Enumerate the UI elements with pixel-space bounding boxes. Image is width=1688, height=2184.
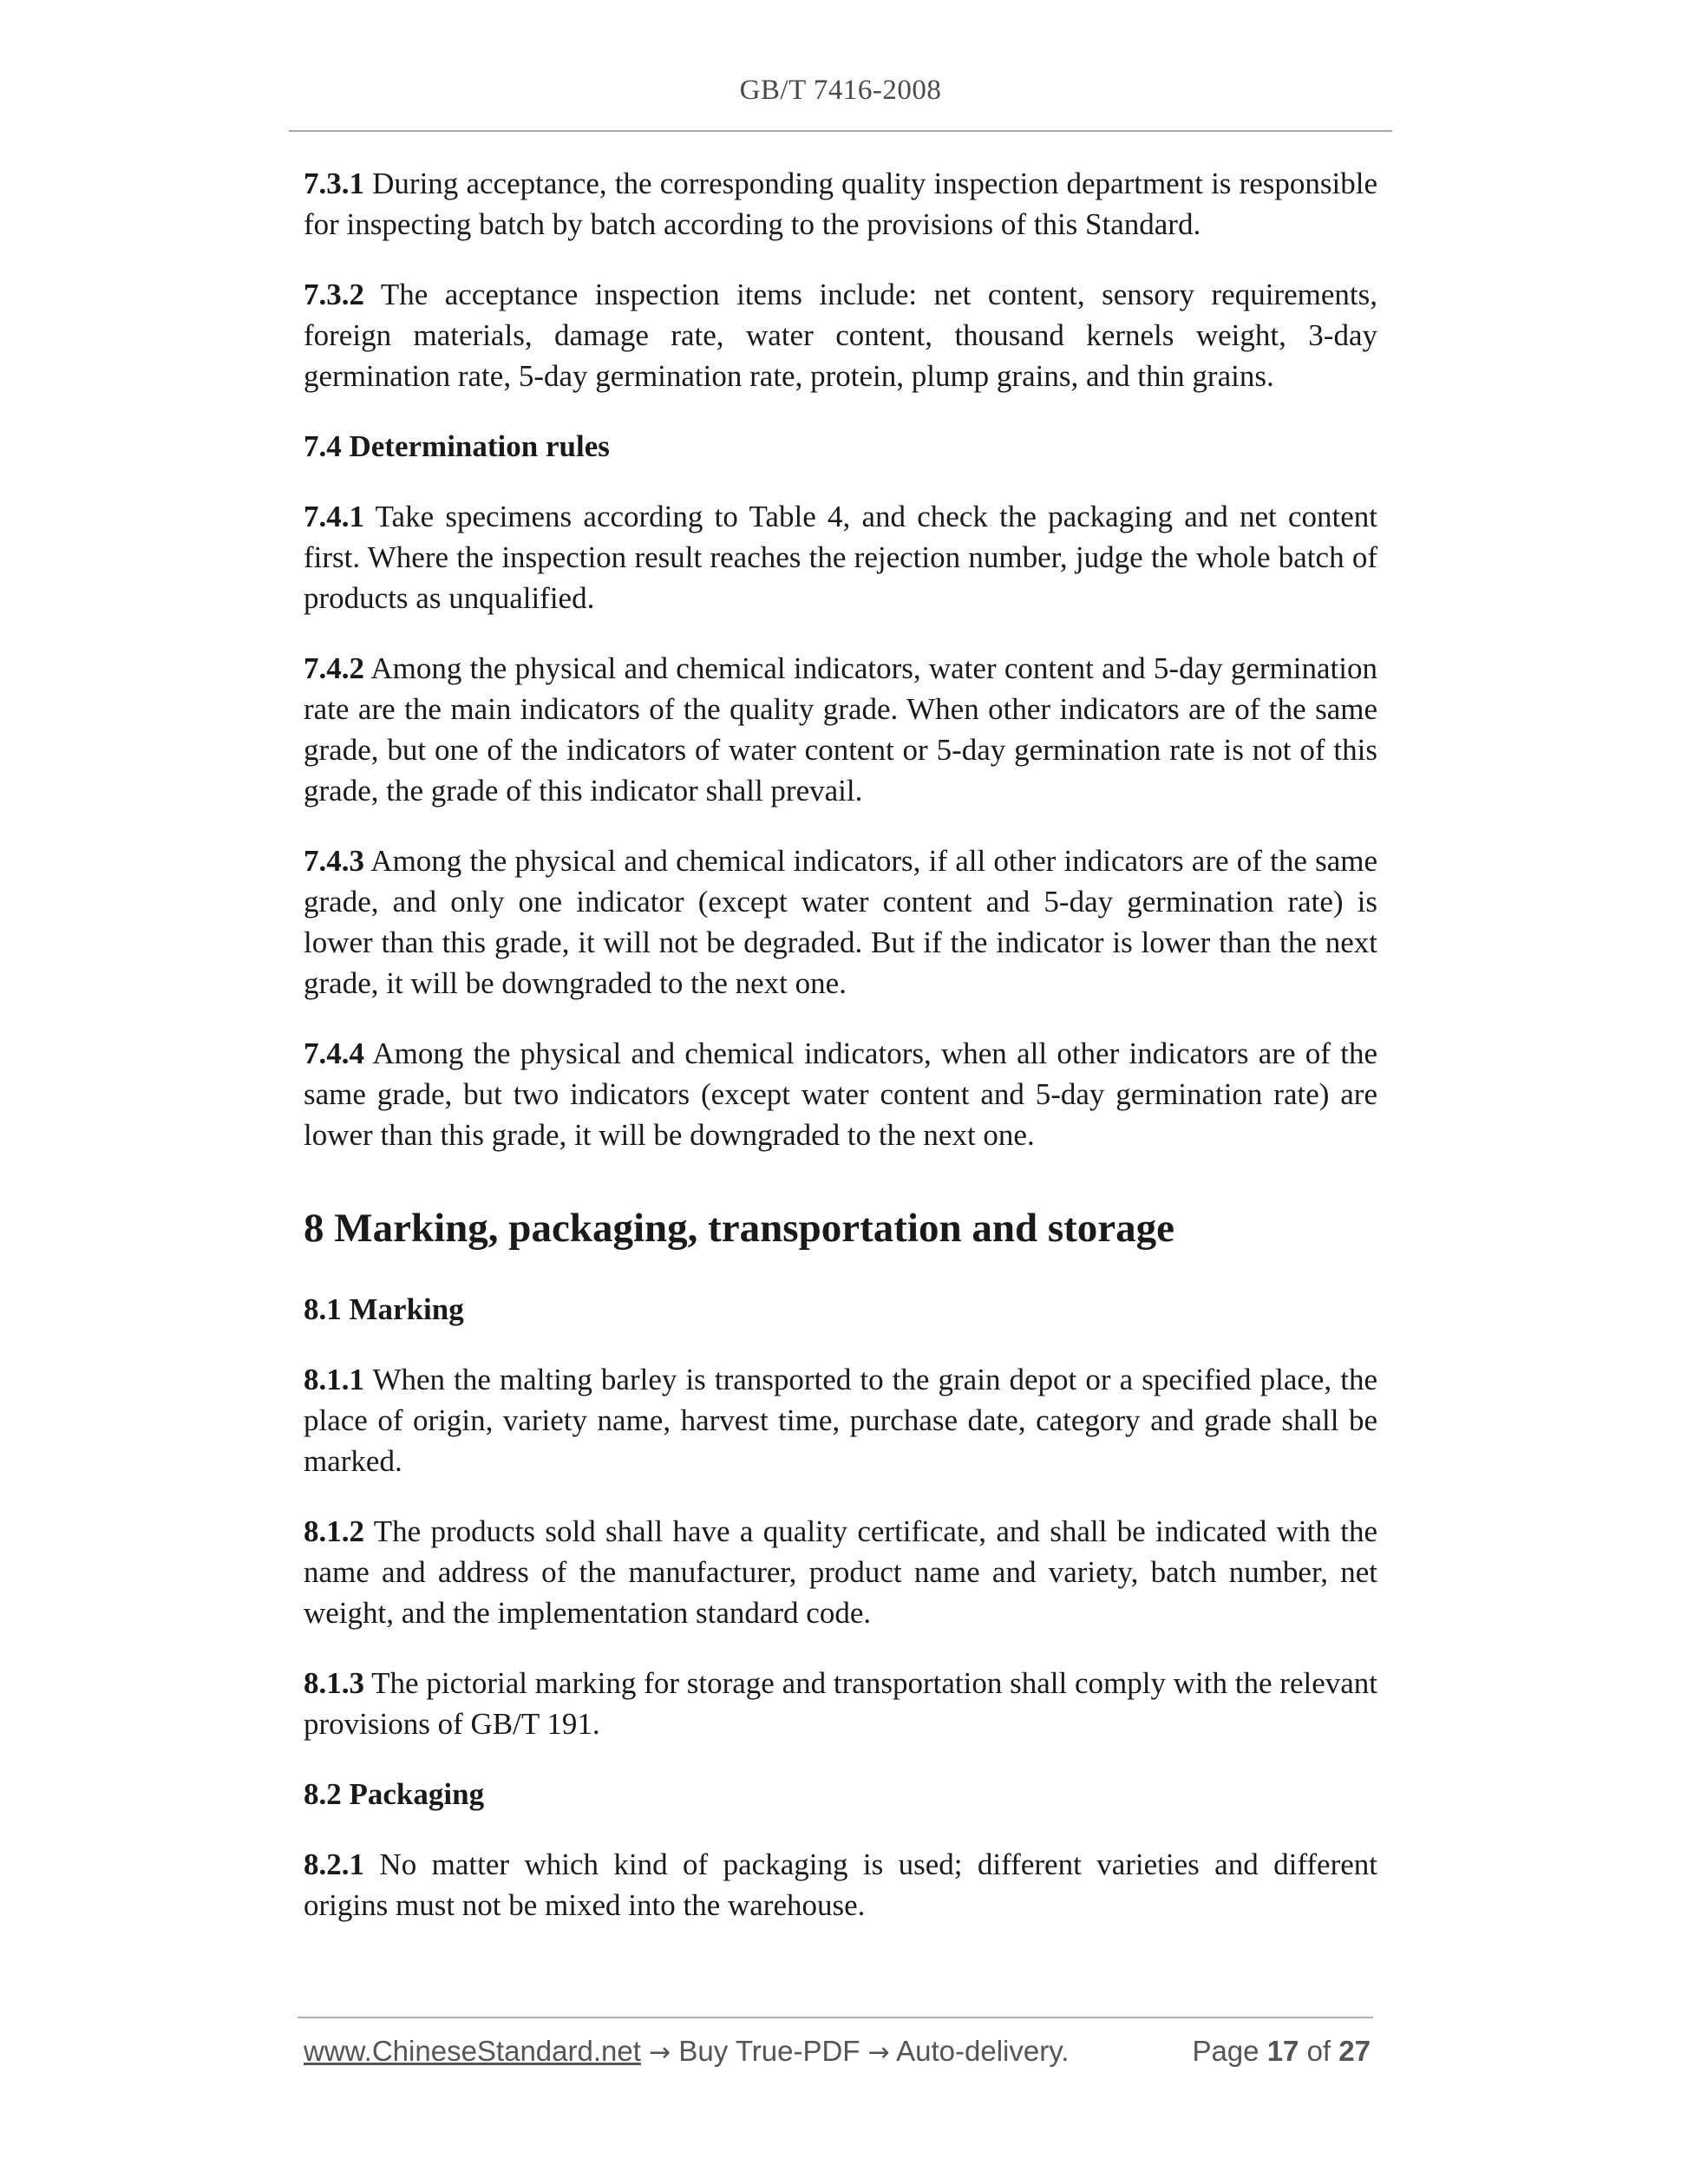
subsection-heading-7-4: 7.4 Determination rules [304,429,610,463]
clause-8-1-2 [304,1511,1377,1633]
clause-text: Among the physical and chemical indicators, water content and 5-day germination rate are the main indicators of the quality grade. When other indicators are of the same grade, but one of the indicators of water content or 5-day germination rate is not of this grade, the grade of this indicator shall prevail. [304,651,1377,808]
subsection-heading-8-2: 8.2 Packaging [304,1777,485,1811]
clause-text: The pictorial marking for storage and transportation shall comply with the relevant provisions of GB/T 191. [304,1666,1377,1741]
section-heading-8: 8 Marking, packaging, transportation and storage [304,1206,1175,1251]
clause-7-3-2 [304,274,1377,396]
clause-text: When the malting barley is transported to the grain depot or a specified place, the place of origin, variety name, harvest time, purchase date, category and grade shall be marked. [304,1363,1378,1478]
clause-text: The products sold shall have a quality certificate, and shall be indicated with the name and address of the manufacturer, product name and variety, batch number, net weight, and the implementation standard code. [304,1514,1377,1630]
clause-7-4-1 [304,496,1377,618]
auto-delivery-text: Auto-delivery. [896,2035,1070,2067]
clause-7-4-4 [304,1033,1377,1155]
clause-text: Among the physical and chemical indicators, when all other indicators are of the same grade, but two indicators (except water content and 5-day germination rate) are lower than this grade, it will be downgraded to the next one. [304,1036,1377,1152]
clause-8-2-1 [304,1844,1377,1926]
clause-number: 7.3.1 [304,167,364,200]
header-divider [289,130,1392,132]
document-body [304,163,1377,1955]
clause-number: 8.1.1 [304,1363,364,1396]
page-footer [304,2035,1371,2068]
clause-7-4-2 [304,648,1377,811]
website-link[interactable]: www.ChineseStandard.net [304,2035,641,2067]
clause-7-3-1 [304,163,1377,245]
clause-number: 7.4.2 [304,651,364,685]
buy-pdf-text: Buy True-PDF [678,2035,860,2067]
clause-number: 8.1.2 [304,1514,364,1548]
page-label: Page [1192,2035,1259,2067]
clause-7-4-3 [304,840,1377,1004]
clause-8-1-3 [304,1663,1377,1744]
page-total: 27 [1338,2035,1371,2067]
page-indicator [1192,2035,1371,2068]
clause-text: Among the physical and chemical indicators, if all other indicators are of the same grade, and only one indicator (except water content and 5-day germination rate) is lower than this grade, it will not be degraded. But if the indicator is lower than the next grade, it will be downgraded to the next one. [304,844,1377,1000]
clause-text: Take specimens according to Table 4, and check the packaging and net content first. Where the inspection result reaches the rejection number, judge the whole batch of products as unqualified. [304,500,1377,615]
clause-text: During acceptance, the corresponding quality inspection department is responsible for inspecting batch by batch according to the provisions of this Standard. [304,167,1377,241]
arrow-right-icon: → [649,2037,671,2068]
clause-8-1-1 [304,1359,1377,1481]
clause-number: 8.2.1 [304,1847,364,1881]
arrow-right-icon: → [867,2037,890,2068]
clause-text: The acceptance inspection items include: net content, sensory requirements, foreign materials, damage rate, water content, thousand kernels weight, 3-day germination rate, 5-day germination rate, protein, plump grains, and thin grains. [304,278,1377,393]
page-of: of [1306,2035,1331,2067]
clause-number: 7.4.3 [304,844,364,878]
clause-text: No matter which kind of packaging is used; different varieties and different origins must not be mixed into the warehouse. [304,1847,1377,1922]
page-current: 17 [1266,2035,1299,2067]
clause-number: 7.4.4 [304,1036,364,1070]
clause-number: 8.1.3 [304,1666,364,1700]
clause-number: 7.3.2 [304,278,364,311]
running-header: GB/T 7416-2008 [739,75,942,106]
subsection-heading-8-1: 8.1 Marking [304,1292,464,1326]
footer-divider [298,2017,1373,2018]
clause-number: 7.4.1 [304,500,364,533]
